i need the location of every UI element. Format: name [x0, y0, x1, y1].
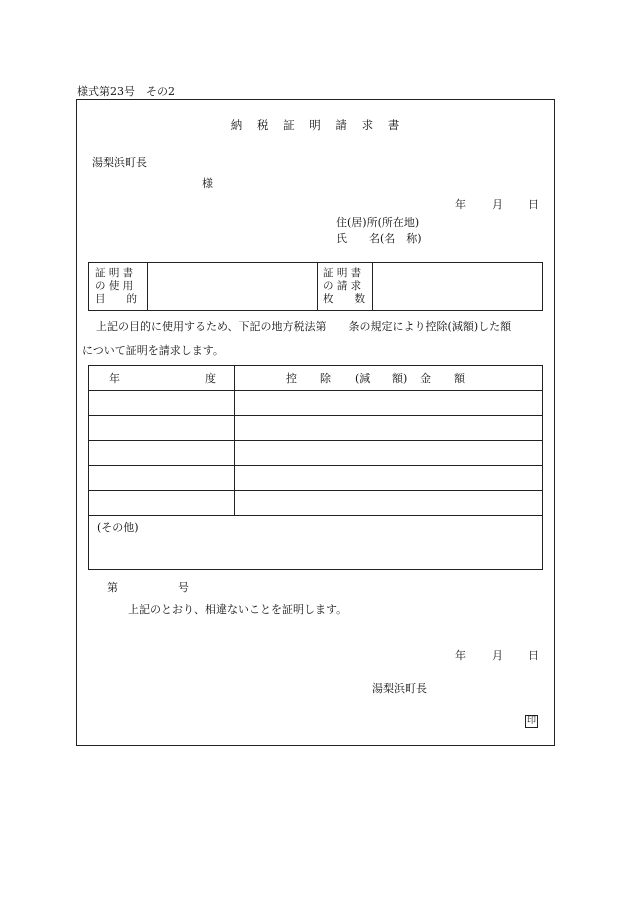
title-char: 書 — [387, 118, 400, 132]
certificate-number-suffix: 号 — [178, 581, 189, 594]
address-label: 住(居)所(所在地) — [336, 216, 420, 229]
title-char: 請 — [335, 118, 347, 132]
amount-header: 金 — [420, 372, 431, 385]
certificate-number-prefix: 第 — [107, 581, 118, 594]
honorific-sama: 様 — [202, 177, 213, 190]
date-year: 年 — [455, 198, 466, 211]
certification-statement: 上記のとおり、相違ないことを証明します。 — [128, 603, 348, 616]
date-month: 月 — [492, 198, 503, 211]
date-year: 年 — [455, 649, 466, 662]
title-char: 証 — [283, 118, 295, 132]
year-header: 年 — [109, 372, 120, 385]
amount-header: 控 — [286, 372, 297, 385]
deduction-table — [88, 365, 543, 570]
table-divider — [372, 263, 373, 310]
title-char: 求 — [361, 118, 374, 132]
title-char: 納 — [230, 118, 243, 132]
mayor-signature: 湯梨浜町長 — [372, 682, 427, 695]
table-row-line — [89, 440, 542, 441]
name-label: 氏 名(名 称) — [336, 232, 422, 245]
amount-header: (減 — [355, 372, 371, 385]
purpose-label: 証 明 書 の 使 用 目 的 — [95, 267, 137, 305]
date-day: 日 — [528, 649, 539, 662]
date-day: 日 — [528, 198, 539, 211]
request-text-line2: について証明を請求します。 — [82, 344, 224, 357]
table-row-line — [89, 515, 542, 516]
table-row-line — [89, 390, 542, 391]
deduction-column-divider — [234, 366, 235, 516]
form-number: 様式第23号 その2 — [77, 85, 175, 98]
purpose-table — [88, 262, 543, 311]
title-char: 税 — [256, 118, 269, 132]
table-divider — [317, 263, 318, 310]
copies-label: 証 明 書 の 請 求 枚 数 — [323, 267, 365, 305]
table-divider — [147, 263, 148, 310]
seal-mark: 印 — [526, 716, 536, 726]
table-row-line — [89, 490, 542, 491]
recipient-mayor: 湯梨浜町長 — [92, 156, 147, 169]
date-month: 月 — [492, 649, 503, 662]
table-row-line — [89, 415, 542, 416]
amount-header: 額 — [454, 372, 465, 385]
document-title — [0, 120, 630, 132]
table-row-line — [89, 465, 542, 466]
title-char: 明 — [309, 118, 321, 132]
amount-header: 除 — [320, 372, 331, 385]
request-text-line1: 上記の目的に使用するため、下記の地方税法第 条の規定により控除(減額)した額 — [96, 320, 512, 333]
year-header: 度 — [205, 372, 216, 385]
amount-header: 額) — [392, 372, 408, 385]
other-label: (その他) — [97, 521, 139, 534]
